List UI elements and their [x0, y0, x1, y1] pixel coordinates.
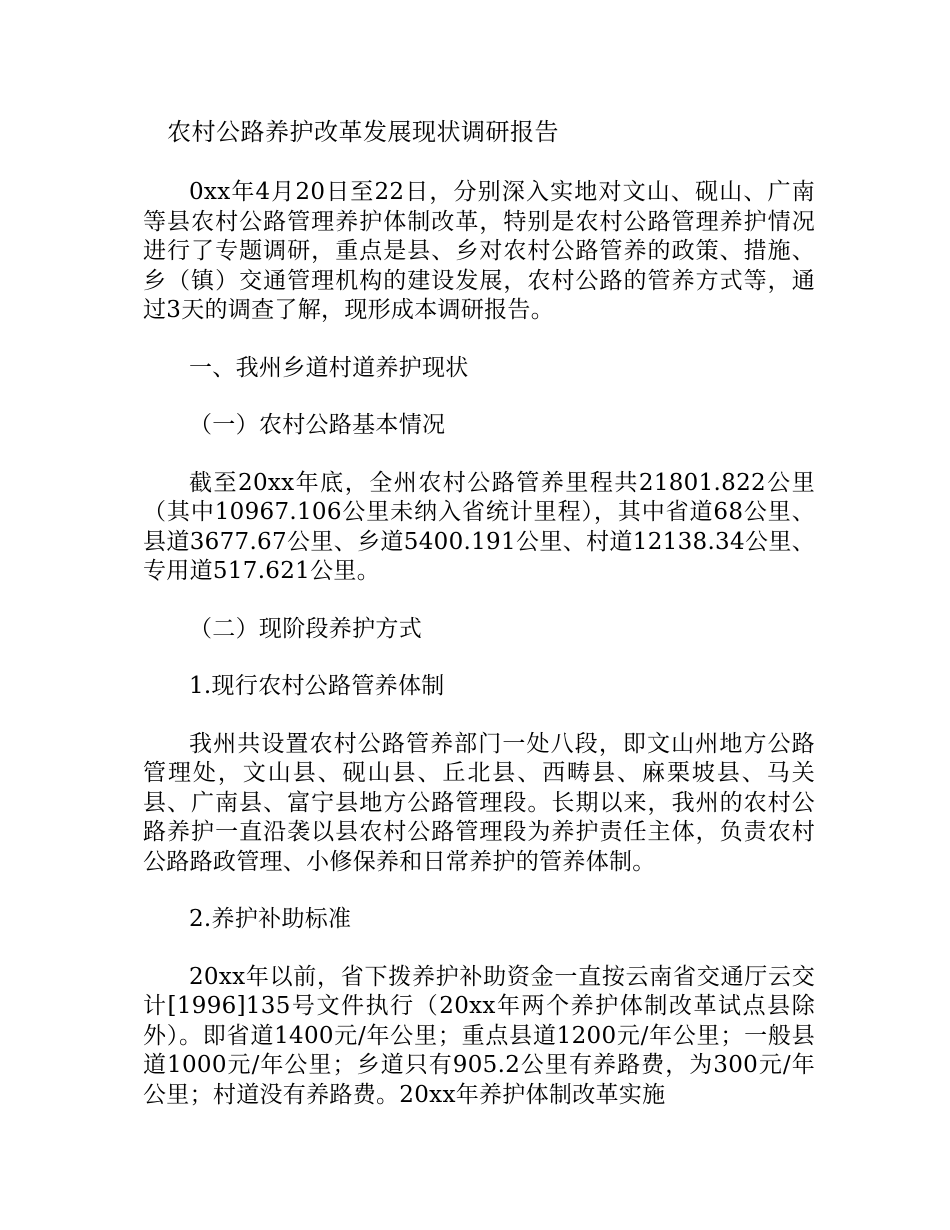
spacer [143, 441, 815, 469]
item-paragraph-1: 我州共设置农村公路管养部门一处八段，即文山州地方公路管理处，文山县、砚山县、丘北县、西畴县、麻栗坡县、马关县、广南县、富宁县地方公路管理段。长期以来，我州的农村公路养护一直沿袭以县农村公路管理段为养护责任主体，负责农村公路路政管理、小修保养和日常养护的管养体制。 [143, 730, 815, 875]
intro-paragraph: 0xx年4月20日至22日，分别深入实地对文山、砚山、广南等县农村公路管理养护体制改革，特别是农村公路管理养护情况进行了专题调研，重点是县、乡对农村公路管养的政策、措施、乡（镇）交通管理机构的建设发展，农村公路的管养方式等，通过3天的调查了解，现形成本调研报告。 [143, 179, 815, 323]
spacer [143, 587, 815, 615]
subsection-heading-1: （一）农村公路基本情况 [189, 412, 446, 438]
spacer [143, 877, 815, 905]
item-heading-1: 1.现行农村公路管养体制 [189, 673, 445, 699]
spacer [143, 383, 815, 411]
spacer [143, 152, 815, 178]
spacer [143, 644, 815, 672]
spacer [143, 326, 815, 354]
item-heading-2: 2.养护补助标准 [189, 906, 352, 932]
document-title: 农村公路养护改革发展现状调研报告 [167, 118, 559, 146]
document-page [143, 112, 815, 1110]
subsection-heading-2: （二）现阶段养护方式 [189, 615, 422, 642]
subsection-paragraph-1: 截至20xx年底，全州农村公路管养里程共21801.822公里（其中10967.106公里未纳入省统计里程），其中省道68公里、县道3677.67公里、乡道5400.191公里、村道12138.34公里、专用道517.621公里。 [143, 469, 815, 584]
item-paragraph-2: 20xx年以前，省下拨养护补助资金一直按云南省交通厅云交计[1996]135号文件执行（20xx年两个养护体制改革试点县除外）。即省道1400元/年公里；重点县道1200元/年公里；一般县道1000元/年公里；乡道只有905.2公里有养路费，为300元/年公里；村道没有养路费。20xx年养护体制改革实施 [143, 963, 815, 1108]
spacer [143, 702, 815, 730]
spacer [143, 935, 815, 963]
section-heading-1: 一、我州乡道村道养护现状 [189, 354, 469, 381]
